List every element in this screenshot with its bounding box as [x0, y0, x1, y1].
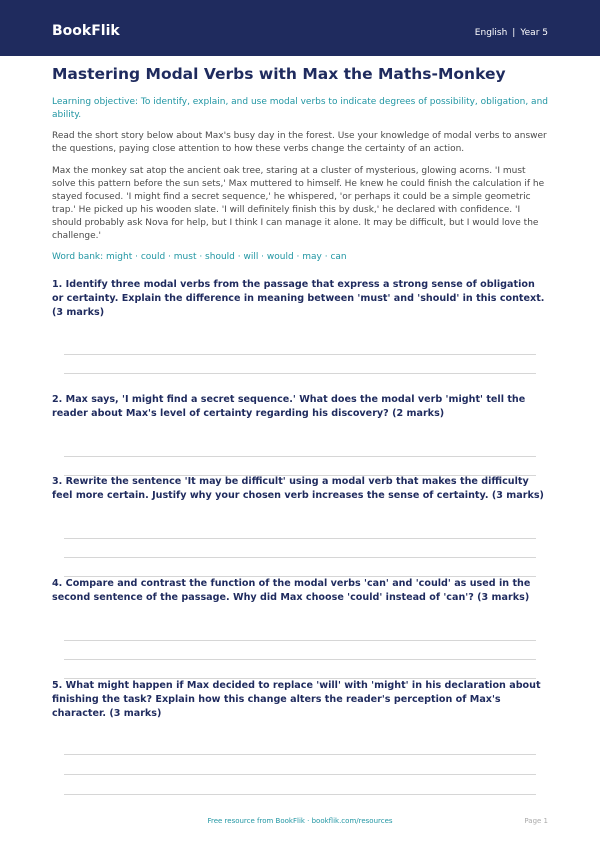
question-block-5 [52, 679, 548, 721]
answer-line[interactable] [64, 456, 536, 457]
answer-line[interactable] [64, 794, 536, 795]
answer-line[interactable] [64, 354, 536, 355]
answer-line[interactable] [64, 774, 536, 775]
page-number: Page 1 [524, 817, 548, 825]
intro-text: Read the short story below about Max's busy day in the forest. Use your knowledge of modal verbs to answer the questions, paying close attention to how these verbs change the certainty of an action. [52, 131, 547, 154]
question-text: 3. Rewrite the sentence 'It may be difficult' using a modal verb that makes the difficulty feel more certain. Justify why your chosen verb increases the sense of certainty. (3 marks) [52, 476, 544, 501]
question-text: 4. Compare and contrast the function of the modal verbs 'can' and 'could' as used in the second sentence of the passage. Why did Max choose 'could' instead of 'can'? (3 marks) [52, 578, 531, 603]
question-text: 5. What might happen if Max decided to replace 'will' with 'might' in his declaration about finishing the task? Explain how this change alters the reader's perception of Max's character. (3 marks) [52, 680, 541, 719]
header-bar [0, 0, 600, 56]
word-bank: Word bank: might · could · must · should · will · would · may · can [52, 252, 347, 262]
question-block-1 [52, 278, 548, 320]
question-block-2 [52, 393, 548, 421]
question-block-4 [52, 577, 548, 605]
answer-line[interactable] [64, 538, 536, 539]
brand-logo-text: BookFlik [52, 23, 120, 39]
question-text: 1. Identify three modal verbs from the passage that express a strong sense of obligation or certainty. Explain the difference in meaning between 'must' and 'should' in this context. (3 marks) [52, 279, 545, 318]
learning-objective: Learning objective: To identify, explain, and use modal verbs to indicate degrees of possibility, obligation, and ability. [52, 97, 548, 120]
question-block-3 [52, 475, 548, 503]
question-text: 2. Max says, 'I might find a secret sequence.' What does the modal verb 'might' tell the reader about Max's level of certainty regarding his discovery? (2 marks) [52, 394, 526, 419]
answer-line[interactable] [64, 659, 536, 660]
worksheet-content [52, 64, 548, 264]
header-meta [475, 28, 548, 38]
answer-line[interactable] [64, 557, 536, 558]
footer-source: Free resource from BookFlik · bookflik.com/resources [207, 817, 393, 825]
answer-line[interactable] [64, 754, 536, 755]
answer-line[interactable] [64, 640, 536, 641]
year-label: Year 5 [520, 28, 548, 38]
meta-separator: | [512, 28, 516, 38]
answer-line[interactable] [64, 373, 536, 374]
subject-label: English [474, 28, 508, 38]
page-title: Mastering Modal Verbs with Max the Maths-Monkey [52, 65, 506, 83]
story-passage: Max the monkey sat atop the ancient oak tree, staring at a cluster of mysterious, glowing acorns. 'I must solve this pattern before the sun sets,' Max muttered to himself. He knew he could finish the calculation if he stayed focused. 'I might find a secret sequence,' he whispered, 'or perhaps it could be a simple geometric trap.' He picked up his wooden slate. 'I will definitely finish this by dusk,' he declared with confidence. 'I should probably ask Nova for help, but I think I can manage it alone. It may be difficult, but I would love the challenge.' [52, 166, 545, 241]
